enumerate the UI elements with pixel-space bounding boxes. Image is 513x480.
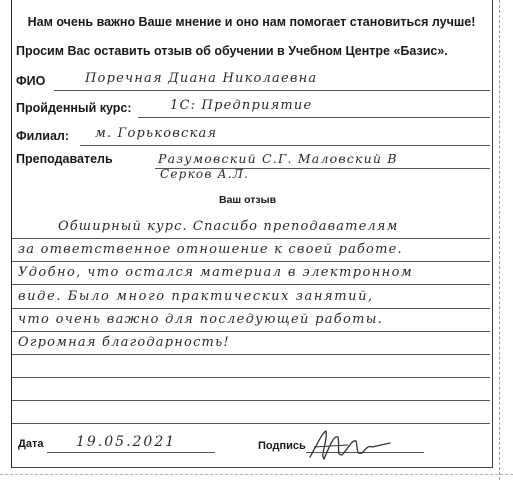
review-line-1: Обширный курс. Спасибо преподавателям — [58, 219, 399, 234]
course-label: Пройденный курс: — [16, 101, 132, 115]
review-rule — [12, 284, 490, 285]
review-rule — [12, 238, 490, 239]
form-heading: Нам очень важно Ваше мнение и оно нам помогает становиться лучше! — [27, 15, 476, 29]
form-border-left — [11, 0, 12, 468]
date-label: Дата — [18, 438, 44, 450]
course-value: 1С: Предприятие — [170, 98, 313, 113]
request-text: Просим Вас оставить отзыв об обучении в Учебном Центре «Базис». — [16, 44, 448, 58]
review-line-3: Удобно, что остался материал в электронном — [18, 265, 414, 280]
review-line-6: Огромная благодарность! — [18, 335, 230, 350]
fio-line — [54, 90, 490, 91]
teacher-value-line-1: Разумовский С.Г. Маловский В — [158, 151, 398, 166]
review-line-2: за ответственное отношение к своей работе. — [18, 242, 403, 257]
review-rule — [12, 423, 490, 424]
branch-value: м. Горьковская — [95, 126, 218, 141]
course-line — [138, 117, 490, 118]
scan-edge-bottom — [0, 474, 513, 475]
review-rule — [12, 261, 490, 262]
review-line-4: виде. Было много практических занятий, — [18, 289, 374, 304]
form-border-right — [492, 0, 493, 468]
branch-line — [80, 145, 490, 146]
date-line — [47, 452, 215, 453]
fio-value: Поречная Диана Николаевна — [85, 71, 318, 86]
handwritten-signature — [300, 425, 400, 465]
teacher-value-line-2: Серков А.Л. — [160, 167, 250, 181]
review-heading: Ваш отзыв — [219, 194, 277, 206]
form-border-bottom — [11, 467, 493, 468]
date-value: 19.05.2021 — [76, 434, 177, 450]
review-rule — [12, 377, 490, 378]
scan-edge-right — [499, 0, 500, 480]
review-rule — [12, 400, 490, 401]
review-rule — [12, 308, 490, 309]
fio-label: ФИО — [16, 74, 46, 88]
review-rule — [12, 354, 490, 355]
review-line-5: что очень важно для последующей работы. — [18, 312, 384, 327]
branch-label: Филиал: — [16, 129, 70, 143]
signature-label: Подпись — [258, 440, 306, 452]
review-rule — [12, 331, 490, 332]
teacher-label: Преподаватель — [16, 152, 113, 166]
